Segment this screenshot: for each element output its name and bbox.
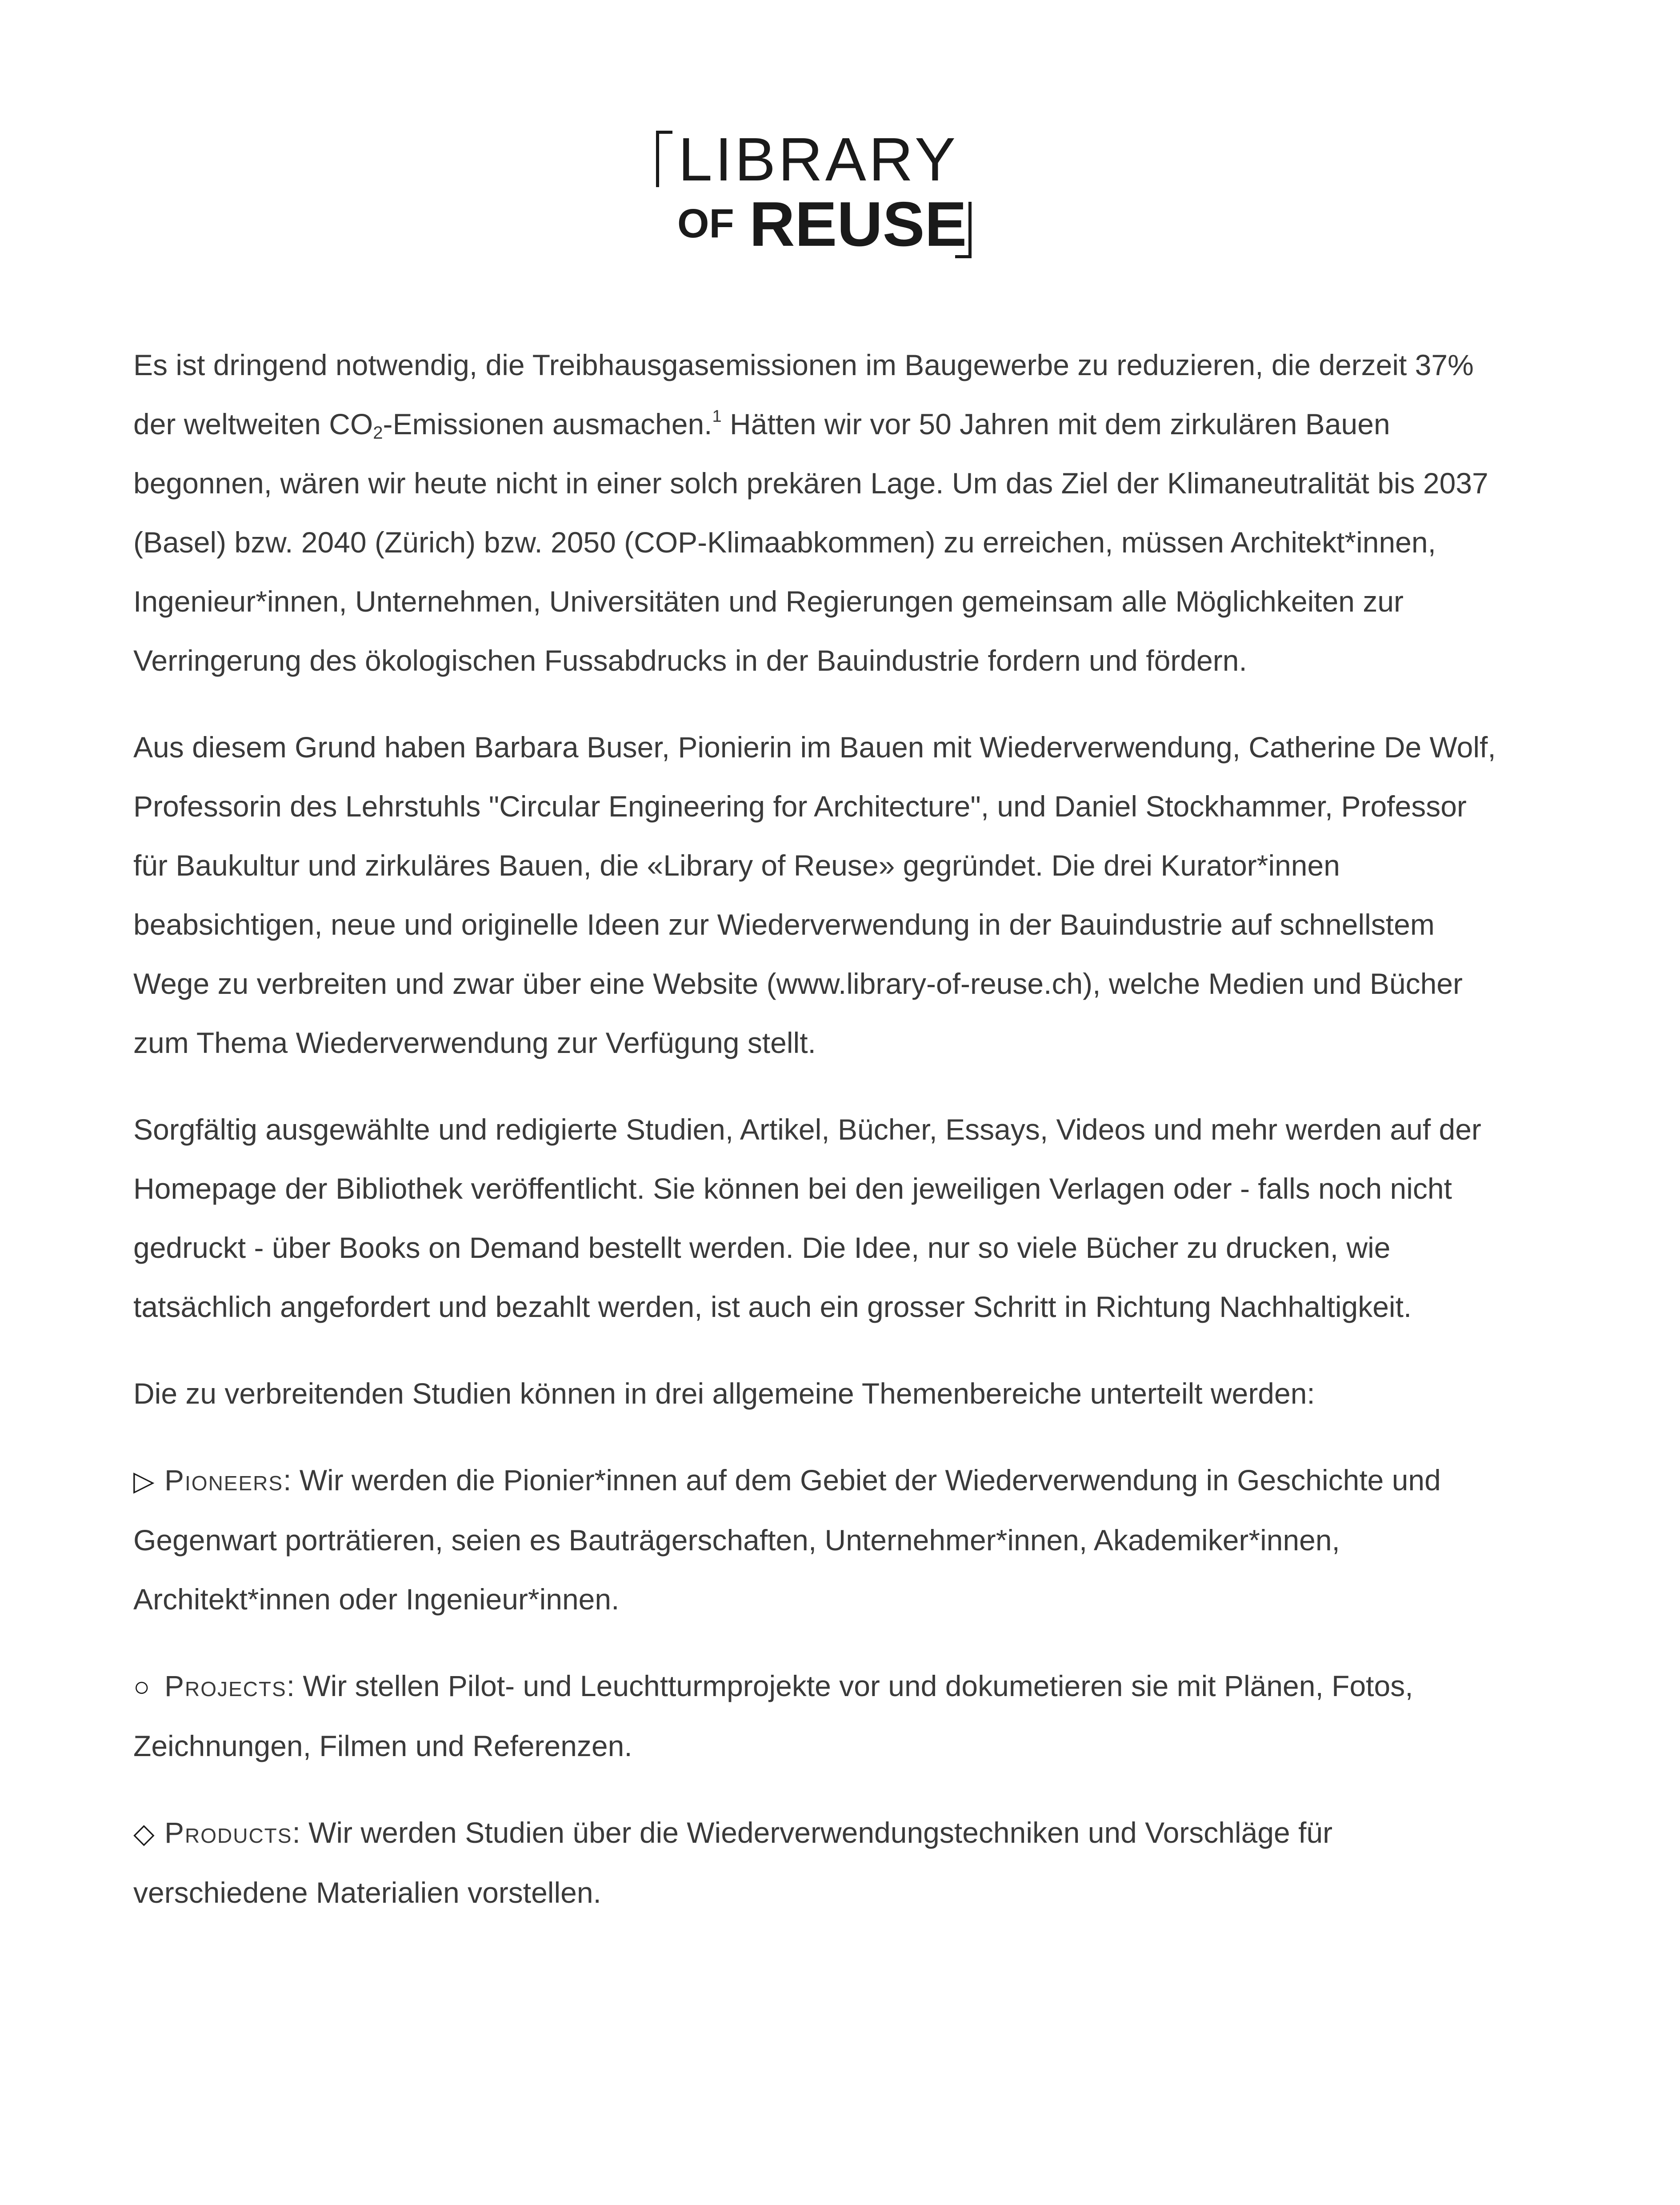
- logo-text-reuse: REUSE: [749, 189, 967, 260]
- footnote-marker: 1: [712, 407, 722, 426]
- category-text-pioneers: : Wir werden die Pionier*innen auf dem Gebiet der Wiederverwendung in Geschichte und Gegenwart porträtieren, seien es Bauträgerschaften, Unternehmer*innen, Akademiker*innen, Architekt*innen oder Ingenieur*innen.: [133, 1464, 1441, 1616]
- document-body: [133, 336, 1507, 1950]
- paragraph-themes-intro: Die zu verbreitenden Studien können in drei allgemeine Themenbereiche unterteilt werden:: [133, 1377, 1315, 1410]
- logo-bracket-right: [955, 202, 972, 258]
- paragraph-publications: Sorgfältig ausgewählte und redigierte Studien, Artikel, Bücher, Essays, Videos und mehr werden auf der Homepage der Bibliothek veröffentlicht. Sie können bei den jeweiligen Verlagen oder - falls noch nicht gedruckt - über Books on Demand bestellt werden. Die Idee, nur so viele Bücher zu drucken, wie tatsächlich angefordert und bezahlt werden, ist auch ein grosser Schritt in Richtung Nachhaltigkeit.: [133, 1113, 1481, 1323]
- intro-text-part1: Es ist dringend notwendig, die Treibhausgasemissionen im Baugewerbe zu reduzieren, die derzeit 37% der weltweiten CO: [133, 348, 1474, 440]
- diamond-icon: ◇: [133, 1818, 155, 1849]
- logo-text-of: OF: [677, 201, 734, 246]
- paragraph-intro: [133, 336, 1507, 690]
- category-products: [133, 1803, 1507, 1922]
- category-label-projects: Projects: [164, 1669, 287, 1702]
- intro-text-part3: Hätten wir vor 50 Jahren mit dem zirkulären Bauen begonnen, wären wir heute nicht in einer solch prekären Lage. Um das Ziel der Klimaneutralität bis 2037 (Basel) bzw. 2040 (Zürich) bzw. 2050 (COP-Klimaabkommen) zu erreichen, müssen Architekt*innen, Ingenieur*innen, Unternehmen, Universitäten und Regierungen gemeinsam alle Möglichkeiten zur Verringerung des ökologischen Fussabdrucks in der Bauindustrie fordern und fördern.: [133, 408, 1488, 677]
- category-label-products: Products: [164, 1816, 292, 1849]
- library-of-reuse-logo: [656, 125, 972, 264]
- category-text-products: : Wir werden Studien über die Wiederverwendungstechniken und Vorschläge für verschiedene Materialien vorstellen.: [133, 1816, 1333, 1909]
- category-pioneers: [133, 1451, 1507, 1629]
- logo-bracket-left: [656, 131, 672, 187]
- category-text-projects: : Wir stellen Pilot- und Leuchtturmprojekte vor und dokumetieren sie mit Plänen, Fotos, Zeichnungen, Filmen und Referenzen.: [133, 1669, 1413, 1762]
- triangle-icon: ▷: [133, 1466, 155, 1497]
- category-projects: [133, 1657, 1507, 1776]
- paragraph-founders: Aus diesem Grund haben Barbara Buser, Pionierin im Bauen mit Wiederverwendung, Catherine De Wolf, Professorin des Lehrstuhls "Circular Engineering for Architecture", und Daniel Stockhammer, Professor für Baukultur und zirkuläres Bauen, die «Library of Reuse» gegründet. Die drei Kurator*innen beabsichtigen, neue und originelle Ideen zur Wiederverwendung in der Bauindustrie auf schnellstem Wege zu verbreiten und zwar über eine Website (www.library-of-reuse.ch), welche Medien und Bücher zum Thema Wiederverwendung zur Verfügung stellt.: [133, 731, 1496, 1059]
- co2-subscript: 2: [373, 423, 383, 443]
- logo-text-library: LIBRARY: [678, 125, 959, 194]
- circle-icon: ○: [133, 1672, 150, 1702]
- intro-text-part2: -Emissionen ausmachen.: [383, 408, 712, 440]
- category-label-pioneers: Pioneers: [164, 1464, 284, 1497]
